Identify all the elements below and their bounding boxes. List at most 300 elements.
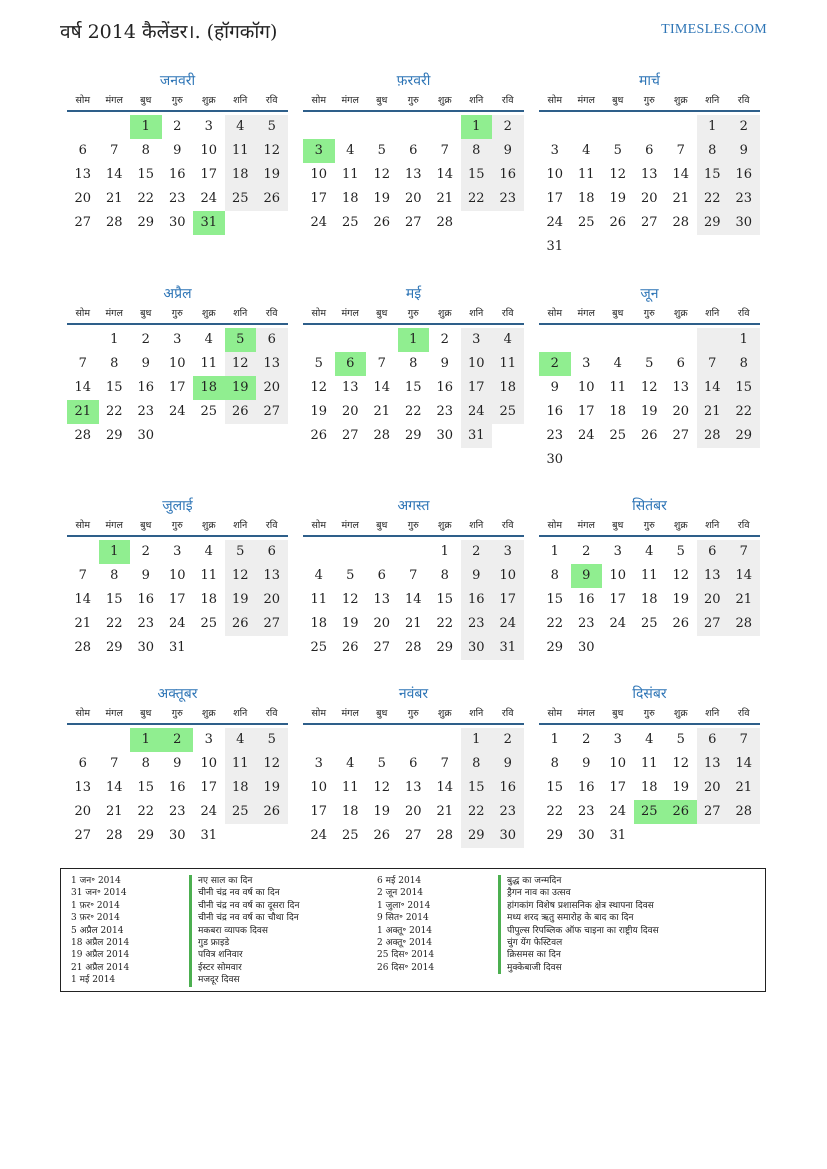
holiday-date: 6 मई 2014 [377,876,422,886]
day-cell: 13 [341,380,359,395]
day-cell: 15 [728,376,760,400]
day-cell: 7 [728,540,760,564]
day-cell: 21 [728,588,760,612]
holiday-name: हांगकांग विशेष प्रशासनिक क्षेत्र स्थापना दिवस [498,900,659,912]
weekday-label: शनि [705,95,720,106]
empty-cell [461,211,493,235]
weekday-label: गुरु [171,308,183,319]
day-cell: 10 [200,143,218,158]
empty-cell [225,824,257,848]
empty-cell [697,448,729,472]
empty-cell [634,115,666,139]
day-cell: 9 [173,143,182,158]
empty-cell [335,540,367,564]
weekday-label: सोम [547,520,563,531]
day-grid [539,540,760,660]
day-cell: 27 [640,215,658,230]
holiday-list [60,868,766,992]
empty-cell [571,235,603,259]
day-cell: 4 [314,568,323,583]
day-cell: 29 [728,424,760,448]
holiday-date: 2 अक्तू॰ 2014 [377,937,433,948]
day-grid [67,328,288,448]
weekday-label: बुध [376,520,388,531]
day-grid [303,328,524,448]
weekday-label: सोम [311,95,327,106]
weekday-label: बुध [140,308,152,319]
day-cell: 18 [200,592,218,607]
day-cell: 22 [137,804,155,819]
empty-cell [634,235,666,259]
day-cell: 5 [225,328,257,352]
day-cell: 16 [461,588,493,612]
day-cell: 6 [78,143,87,158]
day-cell: 27 [697,612,729,636]
weekday-label: मंगल [341,708,359,719]
day-cell: 24 [492,612,524,636]
day-cell: 8 [461,752,493,776]
day-cell: 6 [645,143,654,158]
day-cell: 21 [105,804,123,819]
month-block [67,683,288,848]
day-cell: 6 [409,143,418,158]
day-cell: 9 [492,139,524,163]
month-name: नवंबर [398,686,429,702]
day-cell: 16 [436,380,454,395]
holiday-date: 1 मई 2014 [71,975,116,986]
weekday-header [67,305,288,325]
day-cell: 5 [377,143,386,158]
day-cell: 11 [310,592,328,607]
weekday-label: बुध [140,95,152,106]
empty-cell [366,115,398,139]
day-cell: 18 [341,804,359,819]
day-cell: 3 [613,732,622,747]
weekday-label: शनि [469,308,484,319]
day-cell: 19 [225,588,257,612]
day-cell: 24 [461,400,493,424]
day-cell: 14 [436,167,454,182]
weekday-label: बुध [140,708,152,719]
day-cell: 20 [697,776,729,800]
day-cell: 13 [697,752,729,776]
day-cell: 31 [200,828,218,843]
weekday-label: बुध [612,95,624,106]
day-cell: 15 [546,592,564,607]
weekday-label: मंगल [105,308,123,319]
weekday-header [303,705,524,725]
empty-cell [99,728,131,752]
day-cell: 20 [74,191,92,206]
day-cell: 14 [697,376,729,400]
day-cell: 6 [409,756,418,771]
weekday-label: बुध [376,95,388,106]
day-cell: 7 [676,143,685,158]
empty-cell [366,728,398,752]
day-cell: 5 [676,732,685,747]
day-cell: 28 [436,828,454,843]
day-cell: 14 [373,380,391,395]
day-grid [67,728,288,848]
empty-cell [162,424,194,448]
weekday-label: शुक्र [673,95,688,106]
weekday-label: गुरु [407,95,419,106]
day-cell: 22 [461,800,493,824]
day-cell: 25 [200,404,218,419]
day-cell: 20 [404,804,422,819]
day-cell: 23 [137,404,155,419]
empty-cell [67,540,99,564]
day-cell: 16 [168,780,186,795]
empty-cell [335,328,367,352]
month-block [539,495,760,660]
day-cell: 25 [225,187,257,211]
day-cell: 28 [728,800,760,824]
day-cell: 21 [105,191,123,206]
holiday-date: 9 सित॰ 2014 [377,913,429,924]
day-cell: 2 [582,732,591,747]
weekday-label: शनि [233,95,248,106]
weekday-label: मंगल [341,308,359,319]
day-cell: 29 [404,428,422,443]
day-cell: 9 [141,356,150,371]
weekday-label: गुरु [407,308,419,319]
day-cell: 29 [105,428,123,443]
day-cell: 13 [256,352,288,376]
day-cell: 12 [225,564,257,588]
day-cell: 9 [728,139,760,163]
day-cell: 13 [74,167,92,182]
day-cell: 5 [377,756,386,771]
day-cell: 8 [110,568,119,583]
day-cell: 22 [697,187,729,211]
weekday-label: शुक्र [201,308,216,319]
day-cell: 20 [74,804,92,819]
weekday-header [539,305,760,325]
weekday-label: मंगल [105,520,123,531]
day-cell: 23 [436,404,454,419]
day-cell: 1 [99,540,131,564]
empty-cell [398,540,430,564]
day-cell: 7 [78,356,87,371]
weekday-label: सोम [75,95,91,106]
empty-cell [193,424,225,448]
day-cell: 18 [492,376,524,400]
day-cell: 22 [105,616,123,631]
day-cell: 10 [168,568,186,583]
day-cell: 11 [577,167,595,182]
site-link[interactable]: TIMESLES.COM [661,22,767,37]
day-cell: 7 [440,143,449,158]
weekday-label: शनि [469,95,484,106]
weekday-label: सोम [75,308,91,319]
day-cell: 22 [728,400,760,424]
day-cell: 8 [141,143,150,158]
day-cell: 9 [141,568,150,583]
empty-cell [602,115,634,139]
day-cell: 10 [200,756,218,771]
day-cell: 3 [492,540,524,564]
month-name: दिसंबर [632,686,667,702]
day-cell: 18 [640,592,658,607]
day-cell: 1 [130,728,162,752]
day-cell: 16 [546,404,564,419]
day-cell: 7 [78,568,87,583]
day-cell: 19 [310,404,328,419]
day-cell: 20 [404,191,422,206]
day-cell: 27 [672,428,690,443]
weekday-header [67,92,288,112]
empty-cell [67,115,99,139]
day-cell: 23 [461,612,493,636]
day-cell: 23 [577,804,595,819]
day-cell: 15 [546,780,564,795]
empty-cell [335,115,367,139]
holiday-date: 3 फ़र॰ 2014 [71,913,120,924]
day-cell: 15 [404,380,422,395]
day-cell: 11 [200,356,218,371]
empty-cell [728,824,760,848]
day-cell: 18 [341,191,359,206]
empty-cell [602,448,634,472]
day-cell: 3 [613,544,622,559]
day-cell: 24 [609,804,627,819]
day-cell: 22 [546,616,564,631]
day-cell: 20 [256,588,288,612]
empty-cell [256,824,288,848]
day-cell: 13 [640,167,658,182]
day-cell: 7 [110,143,119,158]
day-cell: 27 [697,800,729,824]
weekday-label: बुध [612,308,624,319]
weekday-label: शुक्र [673,520,688,531]
day-cell: 14 [74,380,92,395]
holiday-date: 1 अक्तू॰ 2014 [377,925,433,936]
day-cell: 29 [436,640,454,655]
empty-cell [571,448,603,472]
holiday-name: मध्य शरद ऋतु समारोह के बाद का दिन [498,912,659,924]
day-cell: 28 [105,828,123,843]
weekday-label: गुरु [407,520,419,531]
day-cell: 11 [640,568,658,583]
day-cell: 13 [74,780,92,795]
month-name: मई [405,286,422,302]
day-cell: 30 [168,215,186,230]
weekday-header [539,705,760,725]
day-cell: 7 [377,356,386,371]
weekday-label: रवि [737,95,750,106]
day-cell: 8 [697,139,729,163]
day-cell: 28 [74,640,92,655]
weekday-label: बुध [612,520,624,531]
day-cell: 23 [577,616,595,631]
day-cell: 25 [640,616,658,631]
day-cell: 12 [225,352,257,376]
empty-cell [492,211,524,235]
day-cell: 26 [373,828,391,843]
weekday-label: शुक्र [201,520,216,531]
day-grid [539,328,760,472]
day-cell: 13 [404,167,422,182]
day-cell: 18 [310,616,328,631]
weekday-label: रवि [265,708,278,719]
day-cell: 30 [168,828,186,843]
day-grid [303,728,524,848]
holiday-name: चीनी चंद्र नव वर्ष का दिन [189,887,299,899]
day-cell: 7 [728,728,760,752]
day-cell: 28 [728,612,760,636]
weekday-label: गुरु [171,520,183,531]
weekday-label: गुरु [171,95,183,106]
day-cell: 6 [697,540,729,564]
day-cell: 2 [728,115,760,139]
day-cell: 19 [256,776,288,800]
weekday-header [67,705,288,725]
day-cell: 6 [697,728,729,752]
day-cell: 28 [404,640,422,655]
day-cell: 10 [168,356,186,371]
month-name: जून [640,286,659,302]
empty-cell [665,328,697,352]
weekday-label: शुक्र [437,520,452,531]
day-cell: 15 [105,592,123,607]
empty-cell [665,824,697,848]
day-cell: 6 [377,568,386,583]
day-cell: 17 [577,404,595,419]
day-grid [67,115,288,235]
day-cell: 28 [697,424,729,448]
day-cell: 21 [67,400,99,424]
day-cell: 26 [640,428,658,443]
day-cell: 15 [436,592,454,607]
weekday-label: रवि [737,520,750,531]
day-cell: 18 [225,776,257,800]
weekday-label: शुक्र [437,708,452,719]
day-cell: 19 [256,163,288,187]
empty-cell [697,328,729,352]
weekday-label: शनि [705,520,720,531]
day-cell: 11 [341,780,359,795]
day-cell: 1 [130,115,162,139]
day-cell: 2 [440,332,449,347]
holiday-date: 1 जुला॰ 2014 [377,900,431,911]
day-cell: 30 [492,824,524,848]
day-cell: 12 [256,139,288,163]
day-cell: 27 [341,428,359,443]
month-block [67,70,288,235]
month-block [303,495,524,660]
day-cell: 10 [577,380,595,395]
day-cell: 14 [404,592,422,607]
holiday-name: ईस्टर सोमवार [189,962,299,974]
empty-cell [602,328,634,352]
day-cell: 8 [550,568,559,583]
day-cell: 15 [137,780,155,795]
weekday-label: शुक्र [437,95,452,106]
day-cell: 24 [310,828,328,843]
day-cell: 28 [74,428,92,443]
day-cell: 24 [168,616,186,631]
day-cell: 21 [697,400,729,424]
day-cell: 14 [105,167,123,182]
day-grid [67,540,288,660]
empty-cell [303,728,335,752]
day-cell: 1 [461,728,493,752]
day-cell: 12 [609,167,627,182]
day-cell: 14 [728,564,760,588]
day-cell: 20 [640,191,658,206]
day-cell: 16 [492,776,524,800]
day-cell: 17 [310,804,328,819]
day-cell: 29 [546,640,564,655]
weekday-label: रवि [501,708,514,719]
day-cell: 7 [697,352,729,376]
day-cell: 8 [728,352,760,376]
day-cell: 1 [550,732,559,747]
day-cell: 22 [436,616,454,631]
day-cell: 11 [200,568,218,583]
day-cell: 18 [640,780,658,795]
day-cell: 17 [310,191,328,206]
day-cell: 13 [697,564,729,588]
holiday-date: 2 जून 2014 [377,888,424,899]
empty-cell [366,540,398,564]
day-cell: 3 [550,143,559,158]
day-cell: 4 [204,544,213,559]
weekday-label: मंगल [577,520,595,531]
empty-cell [256,636,288,660]
day-cell: 12 [341,592,359,607]
day-cell: 17 [609,780,627,795]
day-cell: 27 [404,828,422,843]
weekday-header [303,517,524,537]
weekday-header [67,517,288,537]
day-cell: 17 [168,380,186,395]
day-cell: 19 [640,404,658,419]
month-name: सितंबर [632,498,667,514]
empty-cell [697,235,729,259]
day-cell: 23 [168,191,186,206]
month-block [303,70,524,235]
weekday-label: रवि [265,95,278,106]
day-cell: 19 [373,191,391,206]
weekday-label: बुध [612,708,624,719]
day-grid [303,115,524,235]
holiday-date: 1 फ़र॰ 2014 [71,900,120,911]
day-cell: 8 [550,756,559,771]
day-cell: 5 [314,356,323,371]
weekday-header [539,517,760,537]
day-cell: 2 [539,352,571,376]
day-cell: 22 [461,187,493,211]
day-cell: 24 [546,215,564,230]
day-cell: 11 [225,139,257,163]
weekday-label: गुरु [643,95,655,106]
weekday-label: बुध [376,708,388,719]
empty-cell [665,235,697,259]
day-cell: 1 [550,544,559,559]
day-cell: 12 [672,756,690,771]
weekday-label: सोम [311,708,327,719]
day-cell: 10 [461,352,493,376]
day-cell: 27 [256,400,288,424]
day-cell: 9 [461,564,493,588]
day-cell: 6 [78,756,87,771]
day-cell: 17 [492,588,524,612]
day-cell: 26 [373,215,391,230]
month-name: अक्तूबर [157,686,198,702]
day-cell: 27 [404,215,422,230]
